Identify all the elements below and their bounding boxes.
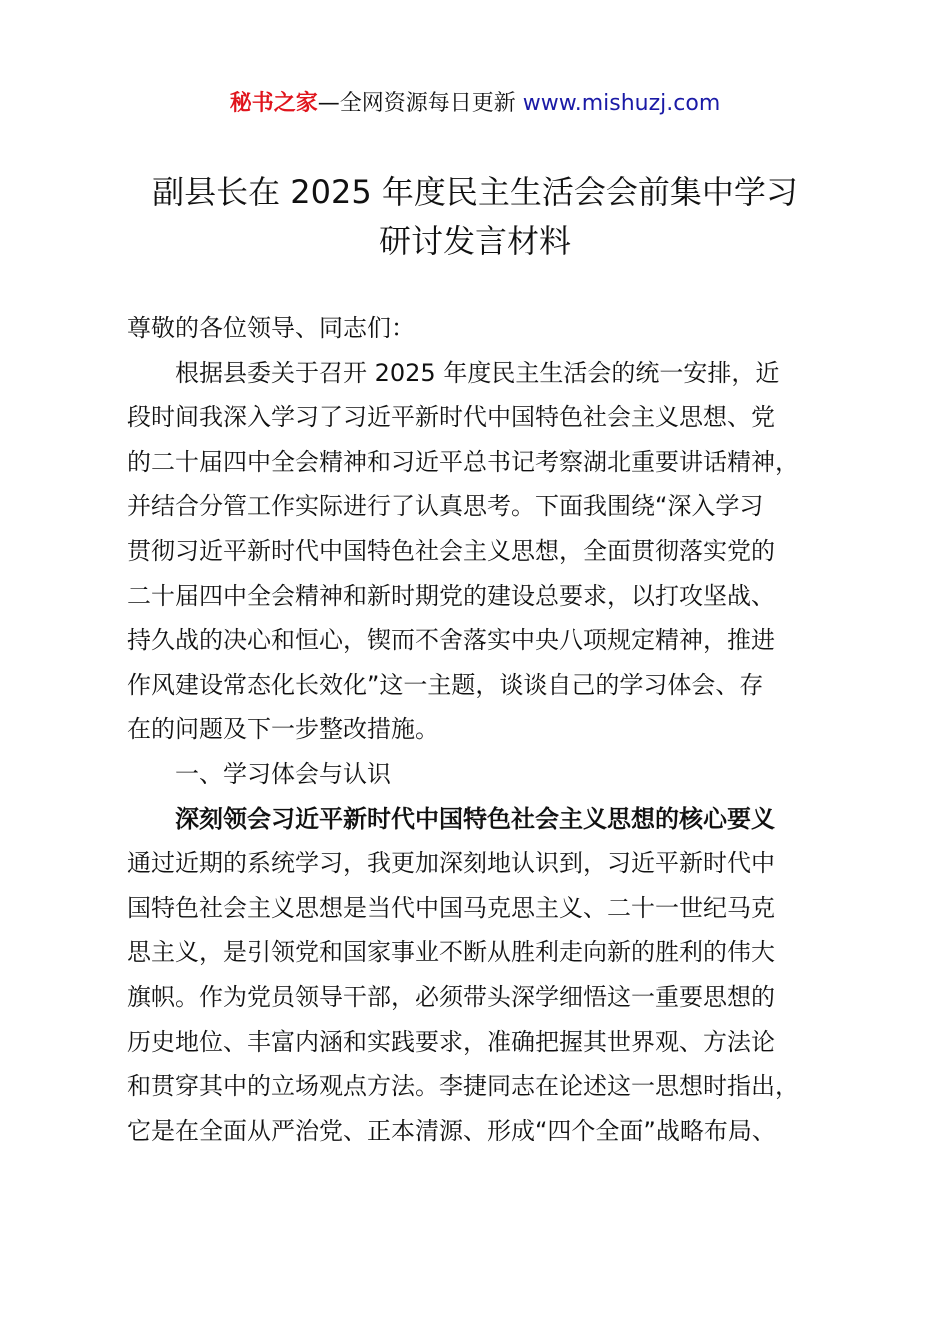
document-title [110,168,840,266]
paragraph-line: 旗帜。作为党员领导干部，必须带头深学细悟这一重要思想的 [127,982,775,1011]
header-tagline: —全网资源每日更新 [317,91,523,116]
paragraph-line: 在的问题及下一步整改措施。 [127,715,439,744]
paragraph-line: 二十届四中全会精神和新时期党的建设总要求，以打攻坚战、 [127,581,775,610]
subheading: 深刻领会习近平新时代中国特色社会主义思想的核心要义 [175,804,775,833]
section-heading: 一、学习体会与认识 [175,759,391,788]
paragraph-line: 并结合分管工作实际进行了认真思考。下面我围绕“深入学习 [127,492,764,521]
paragraph-line: 历史地位、丰富内涵和实践要求，准确把握其世界观、方法论 [127,1027,775,1056]
paragraph-line: 作风建设常态化长效化”这一主题，谈谈自己的学习体会、存 [127,670,764,699]
title-line-1: 副县长在 2025 年度民主生活会会前集中学习 [152,173,798,211]
paragraph-line: 思主义，是引领党和国家事业不断从胜利走向新的胜利的伟大 [127,938,775,967]
paragraph-line: 通过近期的系统学习，我更加深刻地认识到，习近平新时代中 [127,849,775,878]
document-header [0,88,950,120]
paragraph-line: 持久战的决心和恒心，锲而不舍落实中央八项规定精神，推进 [127,626,775,655]
paragraph-line: 的二十届四中全会精神和习近平总书记考察湖北重要讲话精神， [127,447,799,476]
site-url-link[interactable]: www.mishuzj.com [522,91,721,116]
title-line-2: 研讨发言材料 [378,222,571,260]
paragraph-line: 根据县委关于召开 2025 年度民主生活会的统一安排，近 [175,358,780,387]
brand-name: 秘书之家 [229,91,318,116]
paragraph-line: 段时间我深入学习了习近平新时代中国特色社会主义思想、党 [127,403,775,432]
paragraph-line: 它是在全面从严治党、正本清源、形成“四个全面”战略布局、 [127,1116,776,1145]
paragraph-line: 贯彻习近平新时代中国特色社会主义思想，全面贯彻落实党的 [127,536,775,565]
document-body [127,306,835,1153]
paragraph-line: 国特色社会主义思想是当代中国马克思主义、二十一世纪马克 [127,893,775,922]
salutation: 尊敬的各位领导、同志们： [127,314,415,342]
paragraph-line: 和贯穿其中的立场观点方法。李捷同志在论述这一思想时指出， [127,1072,799,1101]
